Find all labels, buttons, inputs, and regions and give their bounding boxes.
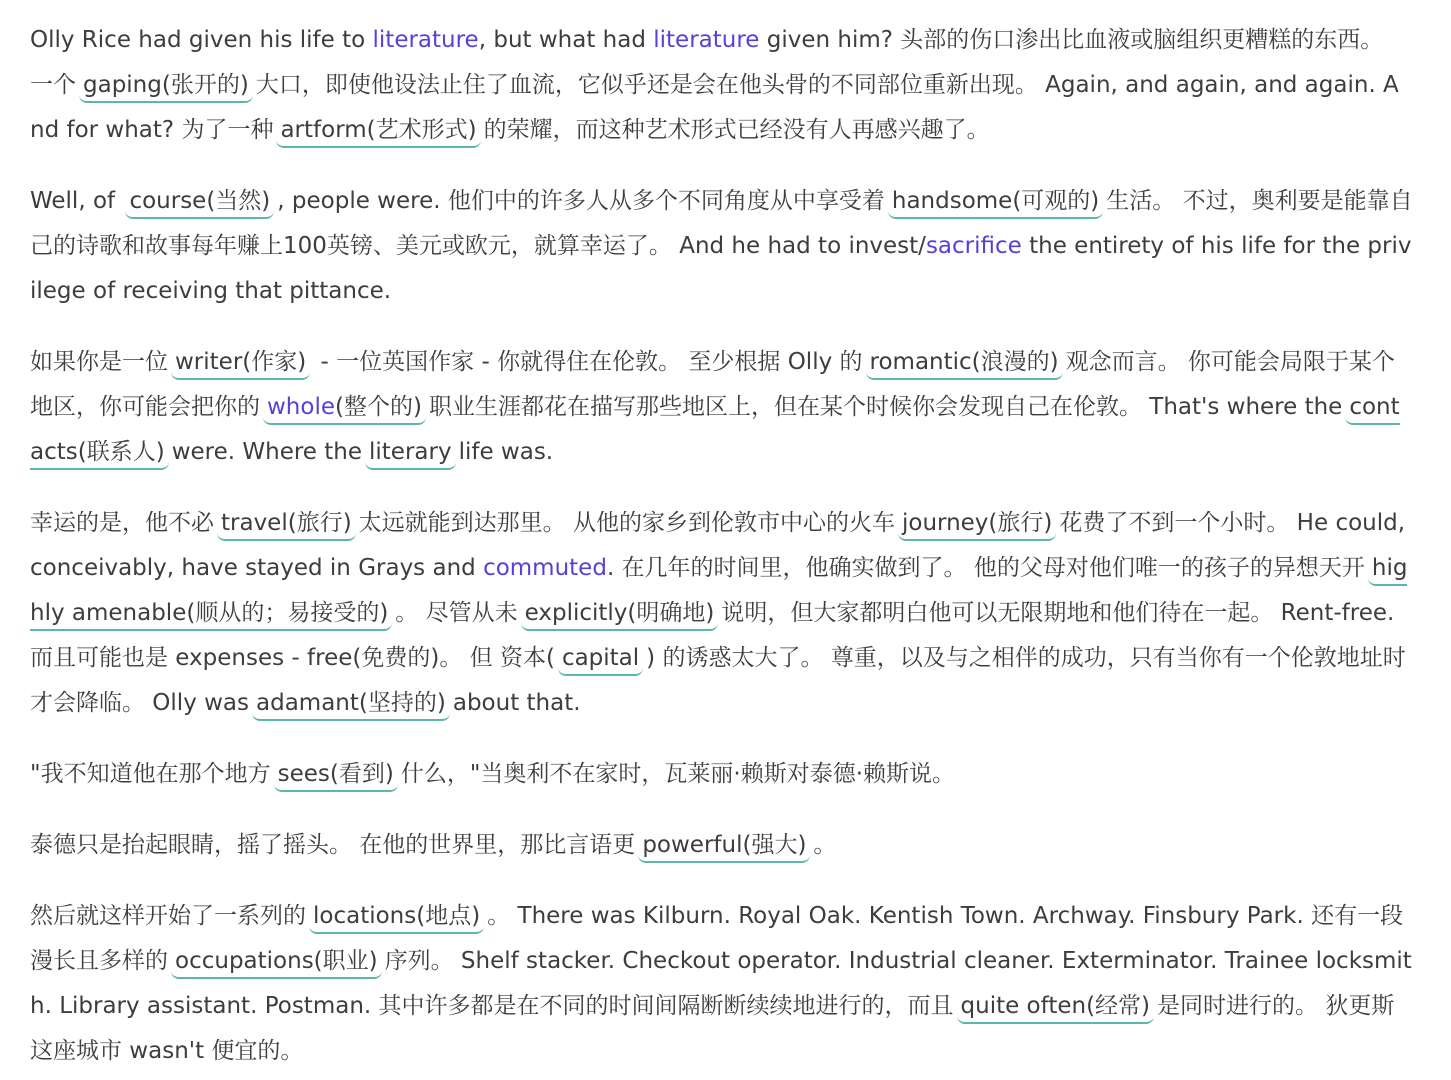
text-run: given him? 头部的伤口渗出比血液或脑组织更糟糕的东西。 一个 [30, 27, 1384, 98]
vocab-translation: (整个的) [335, 394, 422, 420]
paragraph [30, 501, 1413, 726]
text-run: 的荣耀，而这种艺术形式已经没有人再感兴趣了。 [483, 117, 990, 143]
text-run: Olly Rice had given his life to [30, 27, 373, 53]
text-run: 然后就这样开始了一系列的 [30, 903, 306, 929]
text-run: 是同时进行的。 狄更斯这座城市 wasn't 便宜的。 [30, 993, 1395, 1064]
vocab-annotation[interactable]: literary [365, 439, 456, 470]
vocab-annotation[interactable]: contacts(联系人) [30, 394, 1400, 470]
word-link[interactable]: whole [267, 394, 336, 420]
paragraph [30, 823, 1413, 868]
word-link[interactable]: literature [372, 27, 479, 53]
text-run: life was. [458, 439, 554, 465]
vocab-annotation[interactable]: explicitly(明确地) [521, 600, 719, 631]
vocab-annotation[interactable]: quite often(经常) [957, 993, 1155, 1024]
vocab-annotation[interactable]: gaping(张开的) [79, 72, 253, 103]
vocab-annotation[interactable]: handsome(可观的) [888, 188, 1103, 219]
vocab-annotation[interactable]: travel(旅行) [217, 510, 356, 541]
text-run: , people were. 他们中的许多人从多个不同角度从中享受着 [277, 188, 885, 214]
text-run: . 在几年的时间里，他确实做到了。 他的父母对他们唯一的孩子的异想天开 [606, 555, 1365, 581]
word-link[interactable]: sacrifice [925, 233, 1022, 259]
text-run: the entirety of his life for the privilege of receiving that pittance. [30, 233, 1412, 304]
vocab-annotation[interactable]: capital [558, 645, 643, 676]
text-run: 大口，即使他设法止住了血流，它似乎还是会在他头骨的不同部位重新出现。 Again, and again, and again. And for what? 为了一种 [30, 72, 1399, 143]
text-run: were. Where the [171, 439, 362, 465]
text-run: , but what had [478, 27, 654, 53]
text-run: "我不知道他在那个地方 [30, 761, 271, 787]
text-run: 说明，但大家都明白他可以无限期地和他们待在一起。 Rent-free. 而且可能也是 expenses - free(免费的)。 但 资本( [30, 600, 1395, 671]
vocab-annotation[interactable]: sees(看到) [274, 761, 398, 792]
text-run: Well, of [30, 188, 123, 214]
text-run: 太远就能到达那里。 从他的家乡到伦敦市中心的火车 [358, 510, 895, 536]
vocab-annotation[interactable]: occupations(职业) [171, 948, 382, 979]
text-run: 。 尽管从未 [395, 600, 518, 626]
text-run: 序列。 Shelf stacker. Checkout operator. Industrial cleaner. Exterminator. Trainee locksmith. Library assistant. Postman. 其中许多都是在不同的时间间隔断断续续地进行的，而且 [30, 948, 1412, 1019]
vocab-annotation[interactable] [263, 394, 426, 425]
vocab-annotation[interactable]: writer(作家) [171, 349, 310, 380]
text-run: ) 的诱惑太大了。 尊重，以及与之相伴的成功，只有当你有一个伦敦地址时才会降临。 Olly was [30, 645, 1406, 716]
text-run: about that. [452, 690, 581, 716]
vocab-annotation[interactable]: adamant(坚持的) [252, 690, 450, 721]
paragraph [30, 894, 1413, 1074]
paragraph [30, 752, 1413, 797]
text-run: 泰德只是抬起眼睛，摇了摇头。 在他的世界里，那比言语更 [30, 832, 636, 858]
text-run: 。 There was Kilburn. Royal Oak. Kentish Town. Archway. Finsbury Park. 还有一段漫长且多样的 [30, 903, 1404, 974]
text-run: 什么，"当奥利不在家时，瓦莱丽·赖斯对泰德·赖斯说。 [400, 761, 956, 787]
text-run: 。 [813, 832, 837, 858]
paragraph [30, 179, 1413, 314]
vocab-annotation[interactable]: powerful(强大) [638, 832, 810, 863]
vocab-annotation[interactable]: romantic(浪漫的) [866, 349, 1063, 380]
vocab-annotation[interactable]: locations(地点) [309, 903, 484, 934]
word-link[interactable]: commuted [483, 555, 607, 581]
word-link[interactable]: literature [653, 27, 760, 53]
paragraph [30, 18, 1413, 153]
vocab-annotation[interactable]: journey(旅行) [898, 510, 1056, 541]
text-run: 花费了不到一个小时。 He could, conceivably, have stayed in Grays and [30, 510, 1406, 581]
text-run: 幸运的是，他不必 [30, 510, 214, 536]
text-run: 如果你是一位 [30, 349, 168, 375]
vocab-annotation[interactable]: course(当然) [125, 188, 274, 219]
paragraph [30, 340, 1413, 475]
text-run: - 一位英国作家 - 你就得住在伦敦。 至少根据 Olly 的 [313, 349, 863, 375]
text-run: 职业生涯都花在描写那些地区上，但在某个时候你会发现自己在伦敦。 That's where the [428, 394, 1343, 420]
text-run: 观念而言。 你可能会局限于某个地区，你可能会把你的 [30, 349, 1395, 420]
vocab-annotation[interactable]: highly amenable(顺从的；易接受的) [30, 555, 1407, 631]
vocab-annotation[interactable]: artform(艺术形式) [276, 117, 480, 148]
text-run: 生活。 不过，奥利要是能靠自己的诗歌和故事每年赚上100英镑、美元或欧元，就算幸运了。 And he had to invest/ [30, 188, 1413, 259]
